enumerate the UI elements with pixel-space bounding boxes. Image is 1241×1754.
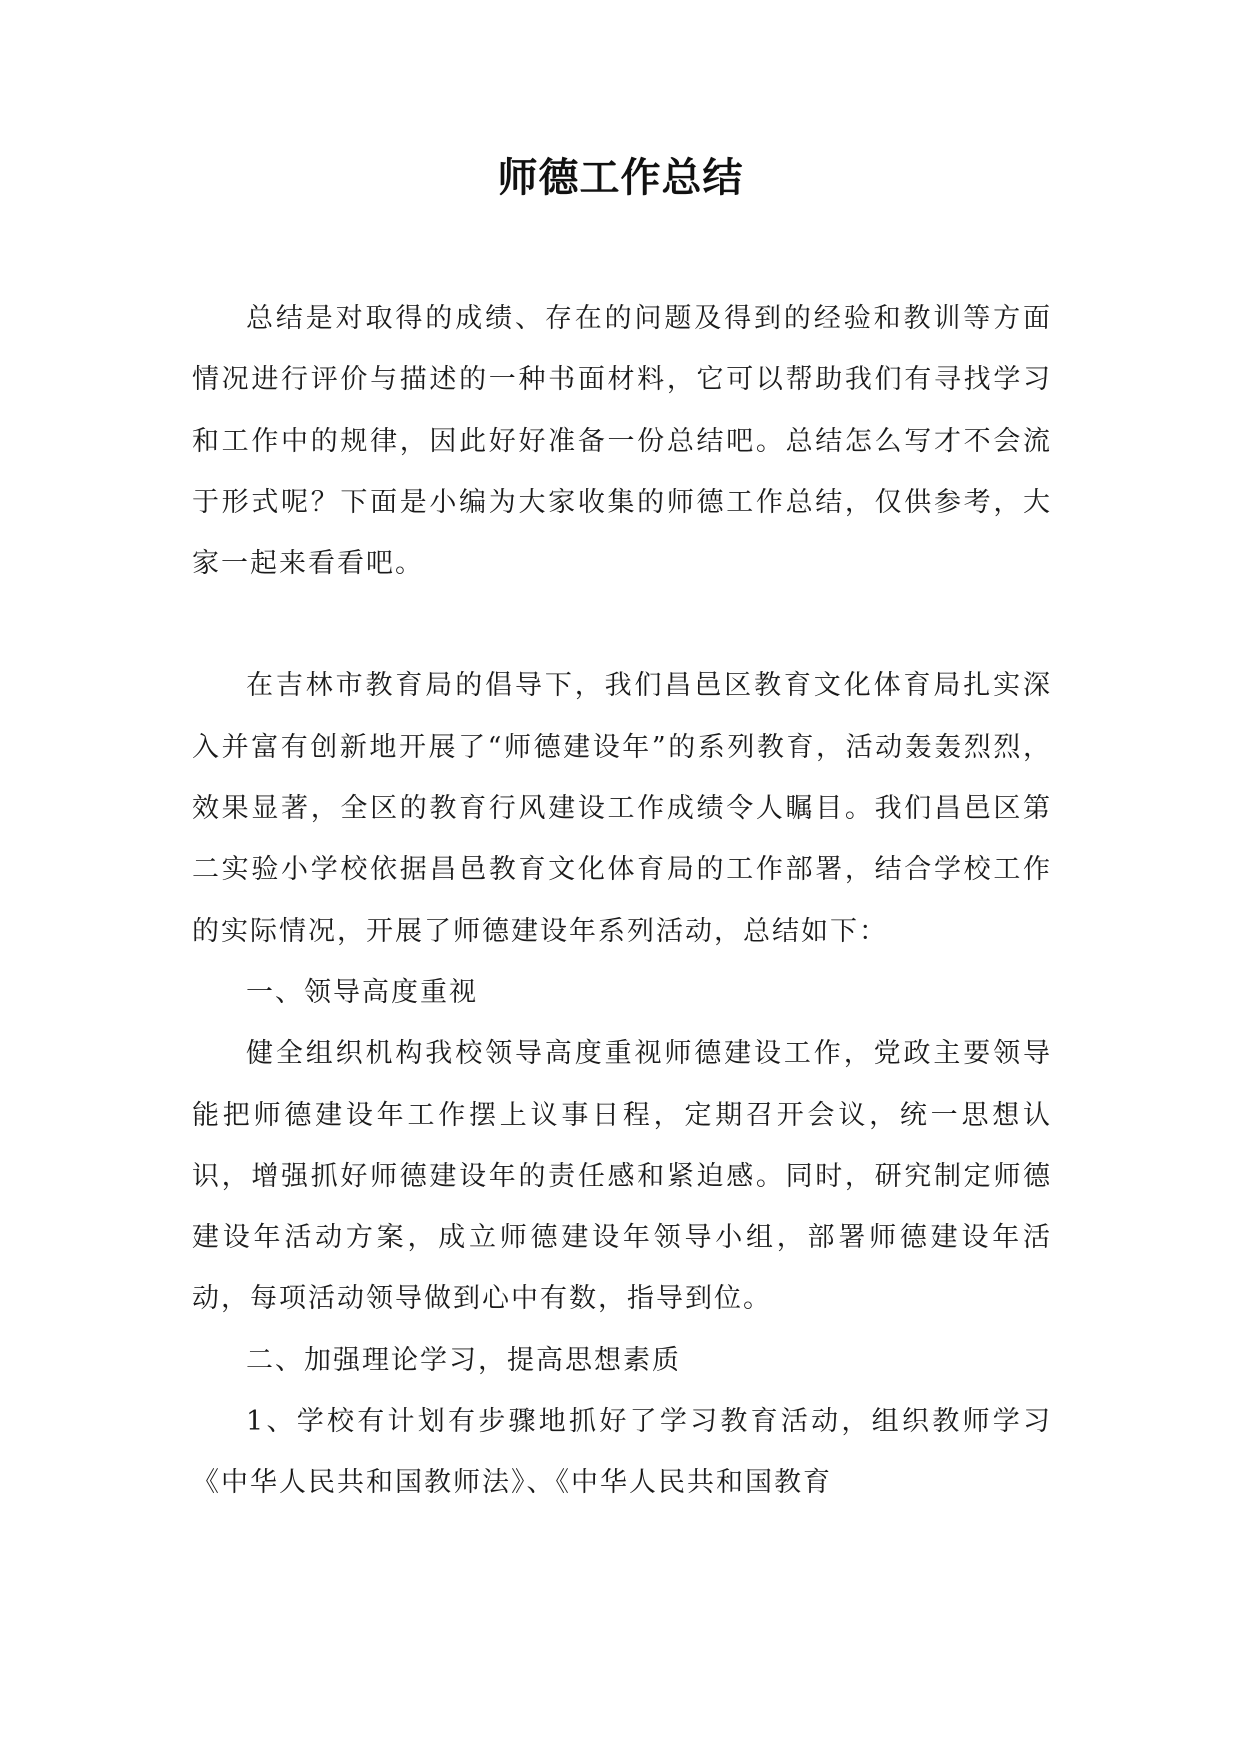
section-heading-1: 一、领导高度重视: [246, 976, 478, 1008]
section-1-paragraph: 健全组织机构我校领导高度重视师德建设工作，党政主要领导能把师德建设年工作摆上议事日程，定期召开会议，统一思想认识，增强抓好师德建设年的责任感和紧迫感。同时，研究制定师德建设年活动方案，成立师德建设年领导小组，部署师德建设年活动，每项活动领导做到心中有数，指导到位。: [192, 1038, 1052, 1315]
paragraph-spacer: [192, 594, 1052, 655]
background-paragraph: 在吉林市教育局的倡导下，我们昌邑区教育文化体育局扎实深入并富有创新地开展了“师德建设年”的系列教育，活动轰轰烈烈，效果显著，全区的教育行风建设工作成绩令人瞩目。我们昌邑区第二实验小学校依据昌邑教育文化体育局的工作部署，结合学校工作的实际情况，开展了师德建设年系列活动，总结如下：: [192, 670, 1052, 947]
intro-paragraph: 总结是对取得的成绩、存在的问题及得到的经验和教训等方面情况进行评价与描述的一种书面材料，它可以帮助我们有寻找学习和工作中的规律，因此好好准备一份总结吧。总结怎么写才不会流于形式呢？下面是小编为大家收集的师德工作总结，仅供参考，大家一起来看看吧。: [192, 303, 1052, 580]
document-body: [192, 288, 1052, 1514]
section-heading-2: 二、加强理论学习，提高思想素质: [246, 1344, 681, 1376]
section-2-item-1: 1、学校有计划有步骤地抓好了学习教育活动，组织教师学习《中华人民共和国教师法》、《中华人民共和国教育: [192, 1406, 1052, 1499]
document-title: 师德工作总结: [497, 155, 744, 201]
